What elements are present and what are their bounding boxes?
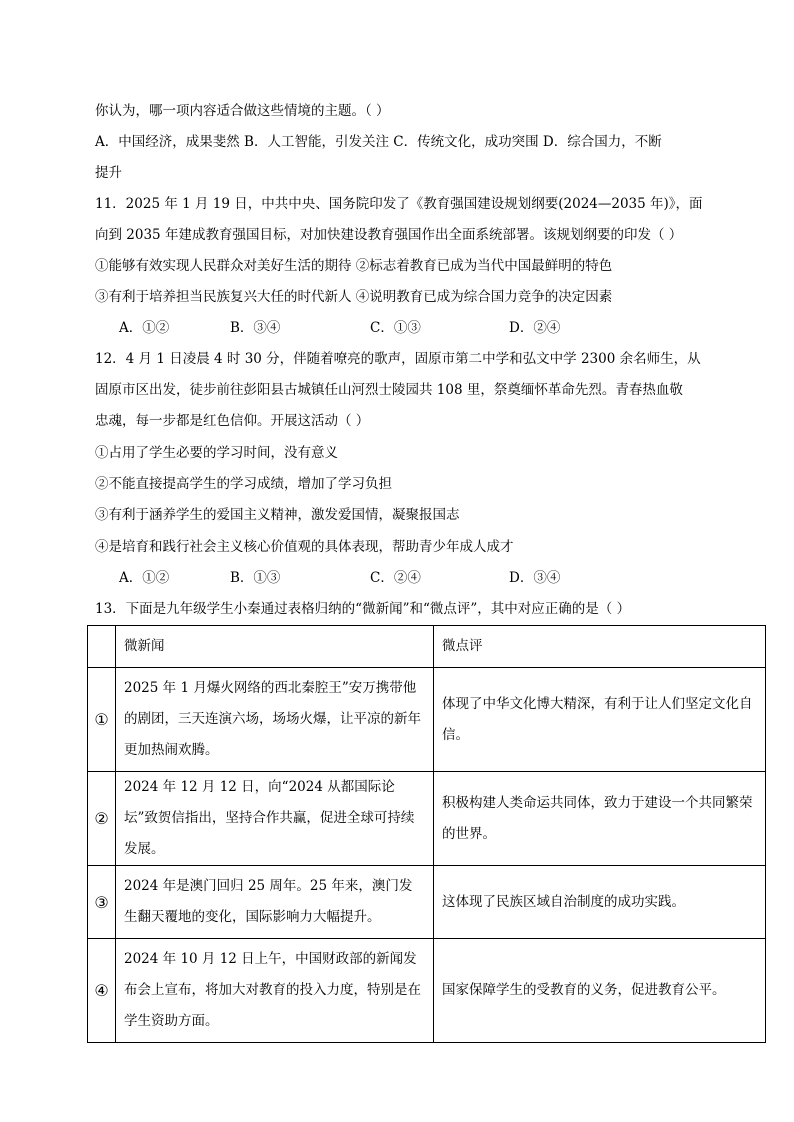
row-comment [434,939,766,1043]
q11-stem-line1: 11．2025 年 1 月 19 日，中共中央、国务院印发了《教育强国建设规划纲要(2024—2035 年)》，面 [95,196,703,212]
row-news [116,772,434,866]
comment-text: 这体现了民族区域自治制度的成功实践。 [442,893,685,910]
row-news [116,939,434,1043]
q11-option-a: A．①② [119,320,170,336]
news-text: 2024 年是澳门回归 25 周年。25 年来，澳门发生翻天覆地的变化，国际影响力大幅提升。 [124,878,413,925]
table-row [88,772,766,866]
q12-option-d: D．③④ [509,570,561,586]
q12-stem-line2: 固原市区出发，徒步前往彭阳县古城镇任山河烈士陵园共 108 里，祭奠缅怀革命先烈。青春热血敬 [95,382,683,398]
row-news [116,866,434,939]
q12-statement-1: ①占用了学生必要的学习时间，没有意义 [95,445,338,461]
table-header-num [88,626,116,668]
row-comment [434,772,766,866]
q12-option-a: A．①② [119,570,170,586]
table-row [88,939,766,1043]
table-row [88,866,766,939]
row-number: ③ [88,866,116,939]
q12-stem-line1: 12．4 月 1 日凌晨 4 时 30 分，伴随着嘹亮的歌声，固原市第二中学和弘文中学 2300 余名师生，从 [95,351,701,367]
table-header-row [88,626,766,668]
q13-stem: 13．下面是九年级学生小秦通过表格归纳的“微新闻”和“微点评”，其中对应正确的是（ ） [95,601,631,617]
intro-line: 你认为，哪一项内容适合做这些情境的主题。（ ） [95,103,390,119]
row-comment [434,668,766,772]
table-header-news: 微新闻 [116,626,434,668]
news-text: 2025 年 1 月爆火网络的西北秦腔王”安万携带他的剧团，三天连演六场，场场火爆，让平凉的新年更加热闹欢腾。 [124,680,421,758]
intro-options-cont: 提升 [95,165,122,181]
row-comment [434,866,766,939]
q11-option-c: C．①③ [370,320,421,336]
table-header-comment: 微点评 [434,626,766,668]
q12-statement-3: ③有利于涵养学生的爱国主义精神，激发爱国情，凝聚报国志 [95,507,460,523]
q12-option-c: C．②④ [370,570,421,586]
q11-stem-line2: 向到 2035 年建成教育强国目标，对加快建设教育强国作出全面系统部署。该规划纲要的印发（ ） [95,227,683,243]
q12-option-b: B．①③ [230,570,281,586]
news-text: 2024 年 10 月 12 日上午，中国财政部的新闻发布会上宣布，将加大对教育的投入力度，特别是在学生资助方面。 [124,951,421,1029]
q12-stem-line3: 忠魂，每一步都是红色信仰。开展这活动（ ） [95,413,370,429]
row-news [116,668,434,772]
q11-statement-2: ③有利于培养担当民族复兴大任的时代新人 ④说明教育已成为综合国力竞争的决定因素 [95,289,613,305]
comment-text: 体现了中华文化博大精深，有利于让人们坚定文化自信。 [442,695,753,743]
q13-table [87,625,766,1043]
row-number: ① [88,668,116,772]
table-row [88,668,766,772]
q12-statement-2: ②不能直接提高学生的学习成绩，增加了学习负担 [95,476,392,492]
q12-statement-4: ④是培育和践行社会主义核心价值观的具体表现，帮助青少年成人成才 [95,539,514,555]
row-number: ④ [88,939,116,1043]
q11-statement-1: ①能够有效实现人民群众对美好生活的期待 ②标志着教育已成为当代中国最鲜明的特色 [95,258,613,274]
intro-options: A．中国经济，成果斐然 B．人工智能，引发关注 C．传统文化，成功突围 D．综合国力，不断 [95,134,662,150]
q11-option-d: D．②④ [509,320,561,336]
news-text: 2024 年 12 月 12 日，向“2024 从都国际论坛”致贺信指出，坚持合作共赢，促进全球可持续发展。 [124,779,415,857]
comment-text: 国家保障学生的受教育的义务，促进教育公平。 [442,982,726,998]
q11-option-b: B．③④ [230,320,281,336]
row-number: ② [88,772,116,866]
comment-text: 积极构建人类命运共同体，致力于建设一个共同繁荣的世界。 [442,794,753,842]
